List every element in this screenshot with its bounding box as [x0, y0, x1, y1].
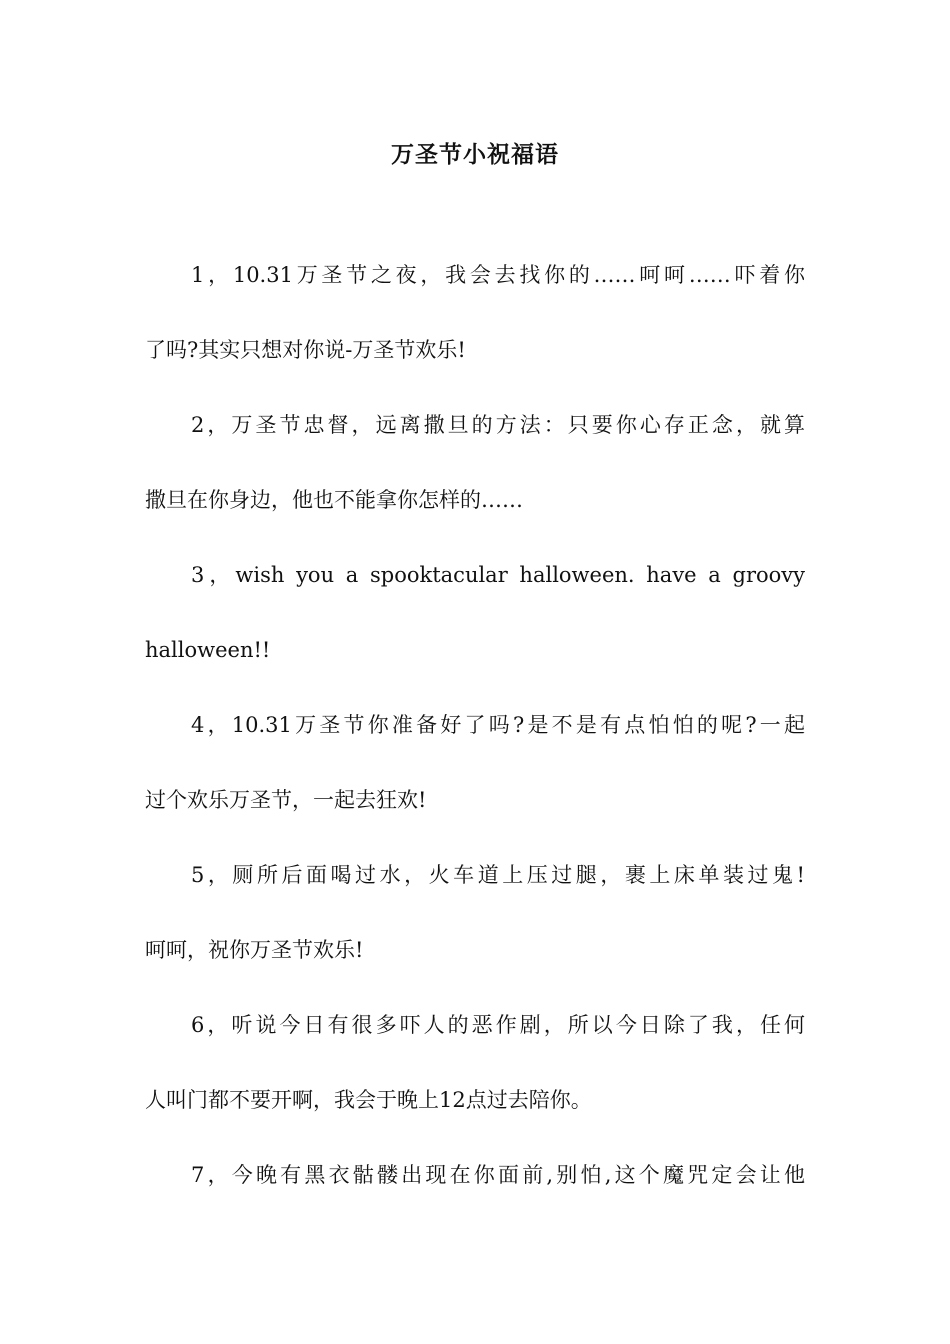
greeting-paragraph-6	[145, 988, 805, 1138]
greeting-paragraph-4	[145, 688, 805, 838]
paragraph-line: 了吗?其实只想对你说-万圣节欢乐!	[145, 338, 466, 362]
paragraph-line: 4，10.31万圣节你准备好了吗?是不是有点怕怕的呢?一起	[191, 713, 805, 737]
paragraph-line: 5，厕所后面喝过水，火车道上压过腿，裹上床单装过鬼!	[191, 863, 805, 887]
paragraph-line: 撒旦在你身边，他也不能拿你怎样的……	[145, 488, 523, 512]
paragraph-line: halloween!!	[145, 638, 271, 662]
greeting-paragraph-7	[145, 1138, 805, 1213]
paragraph-line: 呵呵，祝你万圣节欢乐!	[145, 938, 364, 962]
greeting-paragraph-1	[145, 238, 805, 388]
paragraph-line: 7，今晚有黑衣骷髅出现在你面前,别怕,这个魔咒定会让他	[191, 1163, 805, 1187]
greeting-paragraph-2	[145, 388, 805, 538]
paragraph-line: 6，听说今日有很多吓人的恶作剧，所以今日除了我，任何	[191, 1013, 805, 1037]
paragraph-line: 2，万圣节忠督，远离撒旦的方法：只要你心存正念，就算	[191, 413, 805, 437]
paragraph-line: 人叫门都不要开啊，我会于晚上12点过去陪你。	[145, 1088, 592, 1112]
document-title: 万圣节小祝福语	[391, 141, 559, 168]
greeting-paragraph-5	[145, 838, 805, 988]
paragraph-line: 过个欢乐万圣节，一起去狂欢!	[145, 788, 427, 812]
paragraph-line: 1，10.31万圣节之夜，我会去找你的……呵呵……吓着你	[191, 263, 805, 287]
greeting-paragraph-3	[145, 538, 805, 688]
paragraph-line: 3，wish you a spooktacular halloween. have a groovy	[191, 563, 805, 587]
